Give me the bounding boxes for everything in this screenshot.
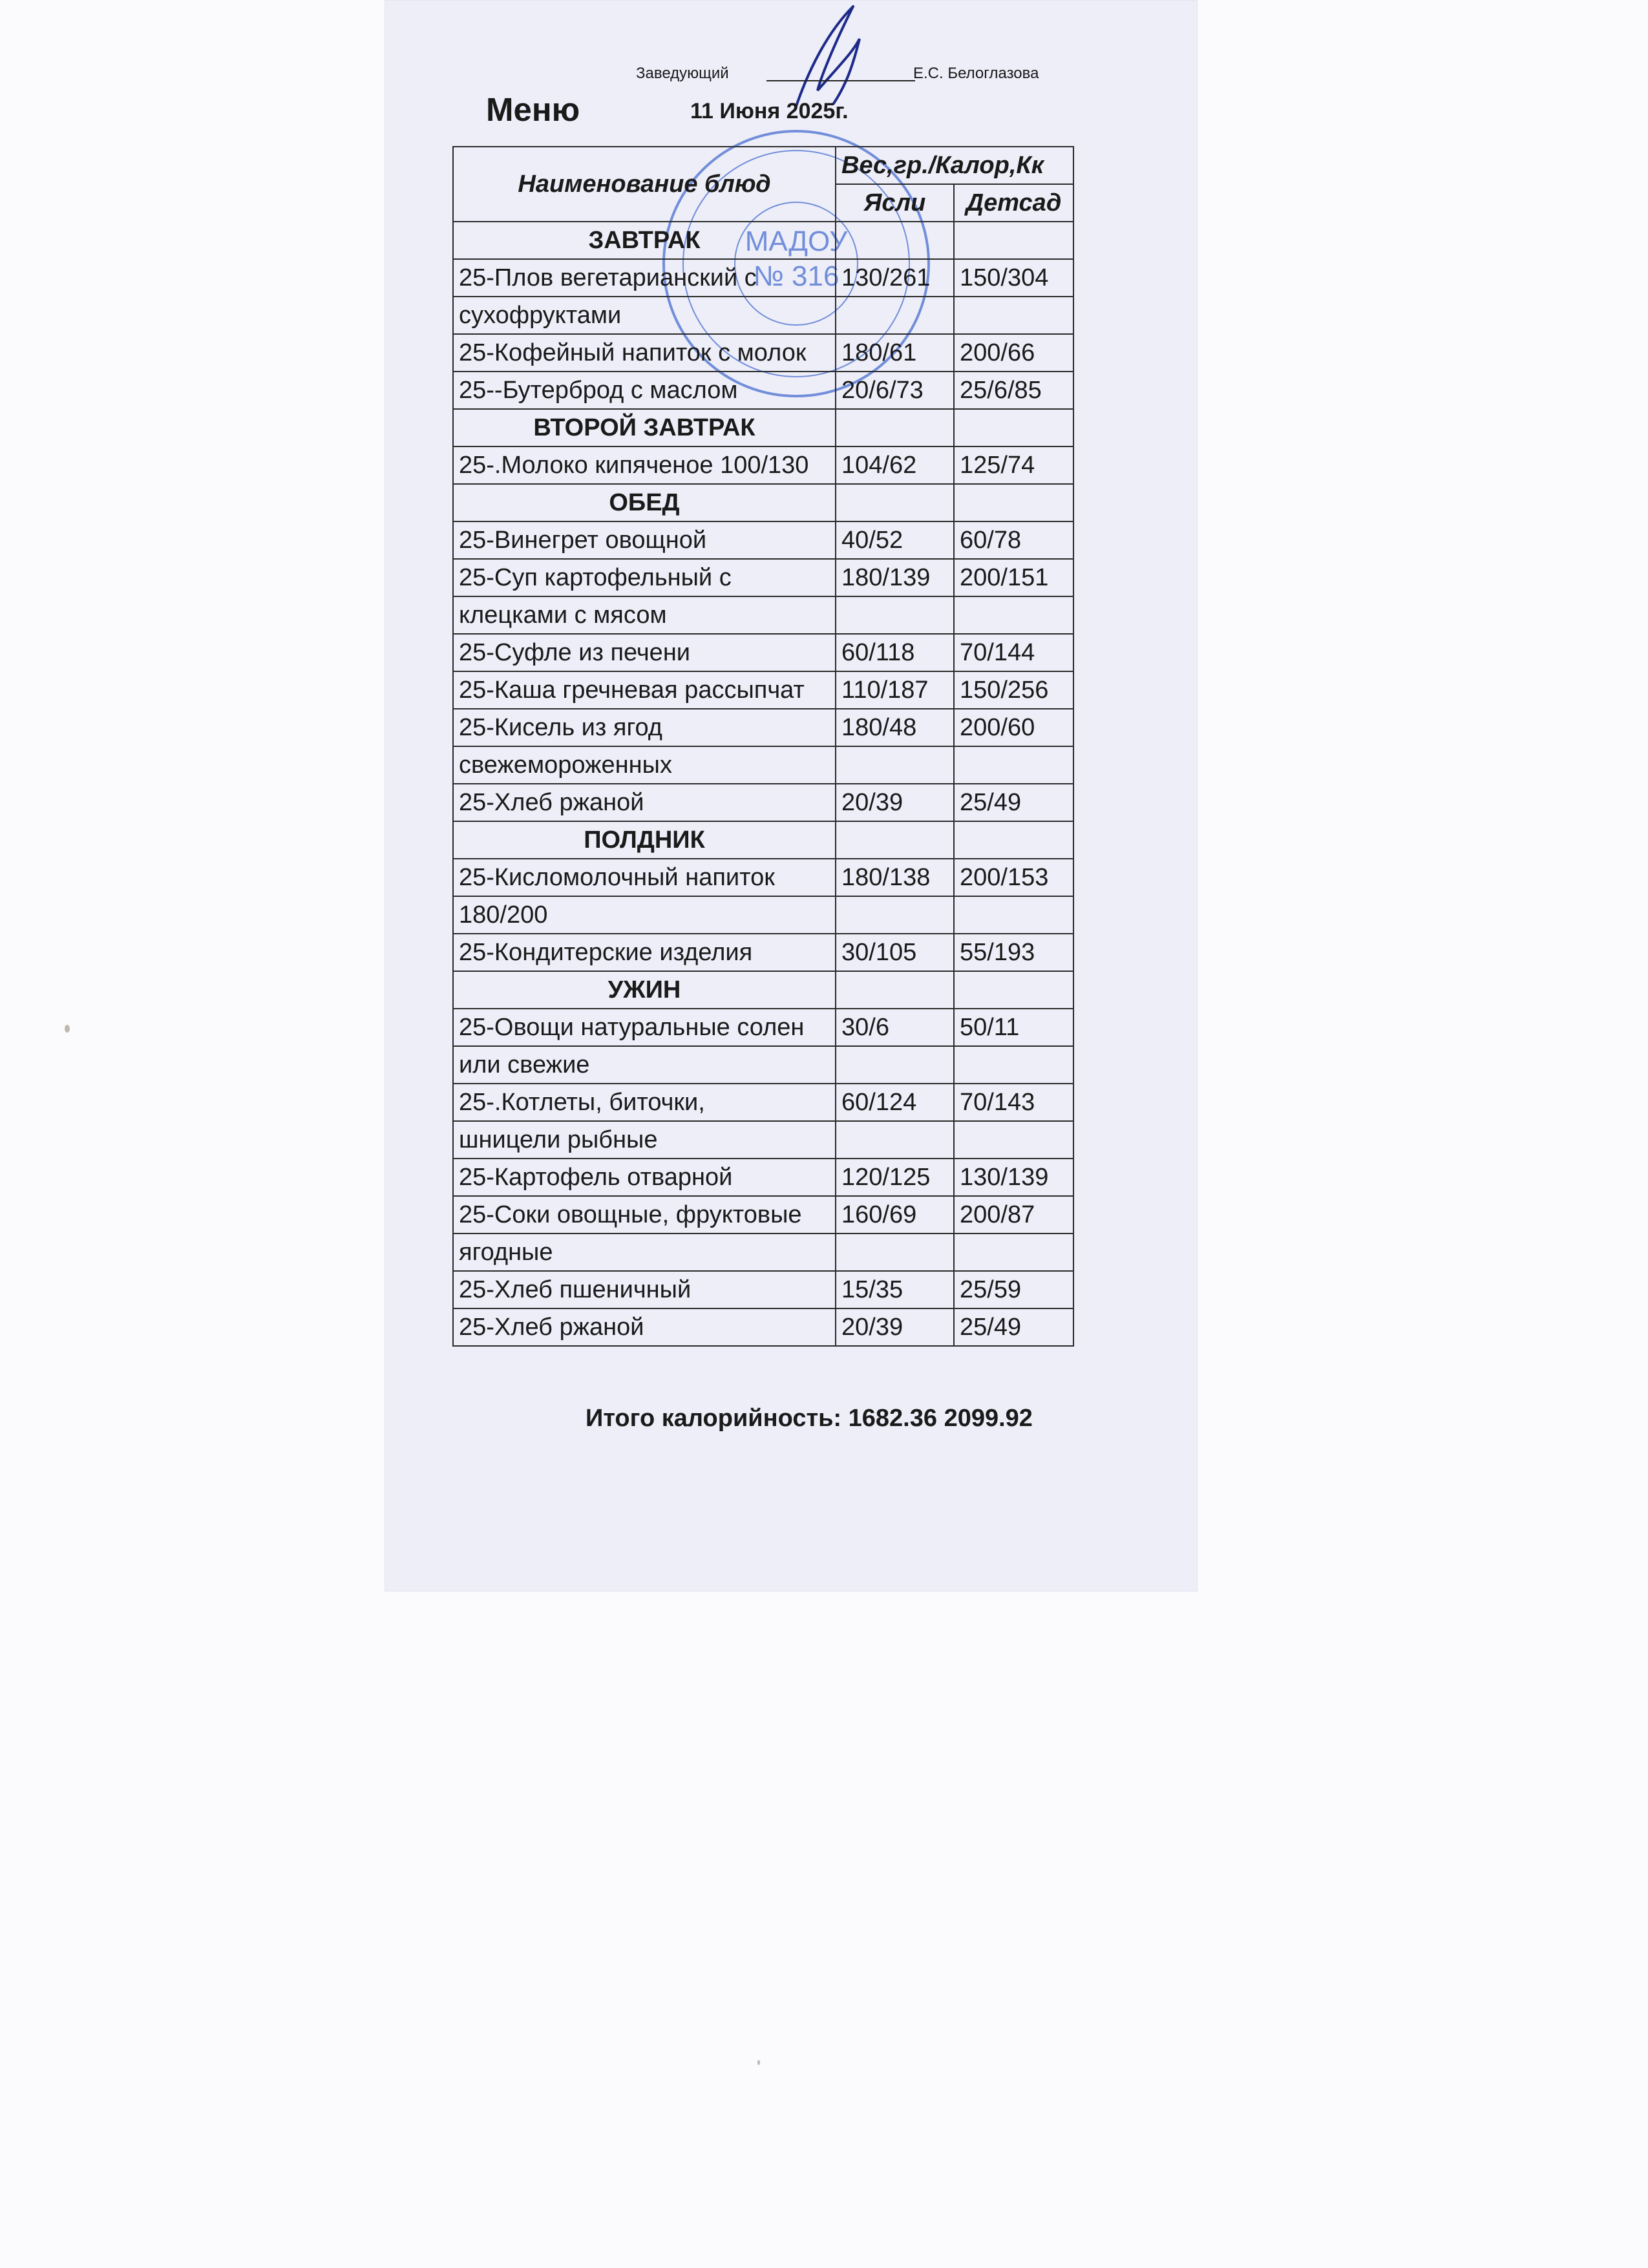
table-row <box>453 1271 1073 1308</box>
table-row <box>453 1084 1073 1121</box>
section-row <box>453 409 1073 446</box>
table-row <box>453 934 1073 971</box>
dish-name: 25-Каша гречневая рассыпчат <box>453 671 836 709</box>
detsad-value: 25/59 <box>954 1271 1073 1308</box>
detsad-value: 50/11 <box>954 1009 1073 1046</box>
dish-name: или свежие <box>453 1046 836 1084</box>
dish-name: 25-Хлеб ржаной <box>453 784 836 821</box>
table-row <box>453 596 1073 634</box>
yasli-value <box>836 746 954 784</box>
dish-name: 25-Кондитерские изделия <box>453 934 836 971</box>
section-row <box>453 484 1073 521</box>
detsad-value <box>954 1046 1073 1084</box>
detsad-value: 25/49 <box>954 784 1073 821</box>
yasli-value: 180/139 <box>836 559 954 596</box>
yasli-value: 60/124 <box>836 1084 954 1121</box>
yasli-value <box>836 297 954 334</box>
yasli-value <box>836 1121 954 1159</box>
table-row <box>453 1009 1073 1046</box>
dish-name: сухофруктами <box>453 297 836 334</box>
detsad-value: 200/153 <box>954 859 1073 896</box>
table-row <box>453 372 1073 409</box>
yasli-value <box>836 896 954 934</box>
table-row <box>453 259 1073 297</box>
table-row <box>453 896 1073 934</box>
dish-name: 25-Кофейный напиток с молок <box>453 334 836 372</box>
approval-name: Е.С. Белоглазова <box>913 65 1039 82</box>
dish-name: 25-Кисель из ягод <box>453 709 836 746</box>
stamp-line-1: МАДОУ <box>745 226 848 257</box>
header-row <box>453 147 1073 184</box>
detsad-value <box>954 596 1073 634</box>
table-row <box>453 446 1073 484</box>
yasli-value <box>836 409 954 446</box>
scan-speck <box>757 2060 760 2065</box>
table-row <box>453 784 1073 821</box>
yasli-value: 40/52 <box>836 521 954 559</box>
table-row <box>453 746 1073 784</box>
detsad-value: 60/78 <box>954 521 1073 559</box>
detsad-value <box>954 1121 1073 1159</box>
dish-name: 25-Плов вегетарианский с <box>453 259 836 297</box>
detsad-value <box>954 1234 1073 1271</box>
dish-name: 25-Соки овощные, фруктовые <box>453 1196 836 1234</box>
section-title: УЖИН <box>453 971 836 1009</box>
dish-name: свежемороженных <box>453 746 836 784</box>
yasli-value <box>836 971 954 1009</box>
menu-table <box>452 146 1074 1347</box>
table-row <box>453 521 1073 559</box>
detsad-value: 25/49 <box>954 1308 1073 1346</box>
dish-name: 25--Бутерброд с маслом <box>453 372 836 409</box>
stamp-line-2: № 316 <box>753 260 840 292</box>
table-row <box>453 1121 1073 1159</box>
detsad-value: 55/193 <box>954 934 1073 971</box>
yasli-value: 15/35 <box>836 1271 954 1308</box>
detsad-value: 25/6/85 <box>954 372 1073 409</box>
detsad-value: 200/60 <box>954 709 1073 746</box>
table-row <box>453 634 1073 671</box>
detsad-value <box>954 821 1073 859</box>
table-row <box>453 559 1073 596</box>
yasli-value: 30/105 <box>836 934 954 971</box>
dish-name: 25-Винегрет овощной <box>453 521 836 559</box>
detsad-value: 200/66 <box>954 334 1073 372</box>
table-row <box>453 1046 1073 1084</box>
table-row <box>453 709 1073 746</box>
table-row <box>453 1234 1073 1271</box>
yasli-value: 180/138 <box>836 859 954 896</box>
detsad-value <box>954 222 1073 259</box>
yasli-value: 20/39 <box>836 1308 954 1346</box>
table-row <box>453 1196 1073 1234</box>
header-dish-name: Наименование блюд <box>453 147 836 222</box>
detsad-value <box>954 896 1073 934</box>
approval-line <box>636 61 1127 87</box>
detsad-value <box>954 971 1073 1009</box>
yasli-value: 130/261 <box>836 259 954 297</box>
detsad-value <box>954 409 1073 446</box>
dish-name: ягодные <box>453 1234 836 1271</box>
dish-name: 25-Суфле из печени <box>453 634 836 671</box>
dish-name: клецками с мясом <box>453 596 836 634</box>
header-yasli: Ясли <box>836 184 954 222</box>
yasli-value <box>836 596 954 634</box>
table-row <box>453 671 1073 709</box>
dish-name: 25-Суп картофельный с <box>453 559 836 596</box>
detsad-value: 200/151 <box>954 559 1073 596</box>
section-row <box>453 821 1073 859</box>
header-weight-calories: Вес,гр./Калор,Кк <box>836 147 1073 184</box>
page-title: Меню <box>486 91 580 128</box>
table-row <box>453 1159 1073 1196</box>
detsad-value: 130/139 <box>954 1159 1073 1196</box>
yasli-value: 110/187 <box>836 671 954 709</box>
section-row <box>453 971 1073 1009</box>
dish-name: 25-.Молоко кипяченое 100/130 <box>453 446 836 484</box>
yasli-value <box>836 222 954 259</box>
detsad-value <box>954 746 1073 784</box>
yasli-value: 60/118 <box>836 634 954 671</box>
table-row <box>453 334 1073 372</box>
yasli-value: 20/39 <box>836 784 954 821</box>
detsad-value <box>954 297 1073 334</box>
detsad-value: 150/256 <box>954 671 1073 709</box>
yasli-value: 180/61 <box>836 334 954 372</box>
signature-line <box>766 80 915 81</box>
section-title: ОБЕД <box>453 484 836 521</box>
table-row <box>453 1308 1073 1346</box>
dish-name: 25-Кисломолочный напиток <box>453 859 836 896</box>
section-title: ПОЛДНИК <box>453 821 836 859</box>
scan-speck <box>65 1025 70 1033</box>
yasli-value <box>836 484 954 521</box>
yasli-value: 20/6/73 <box>836 372 954 409</box>
detsad-value: 70/143 <box>954 1084 1073 1121</box>
detsad-value: 200/87 <box>954 1196 1073 1234</box>
header-detsad: Детсад <box>954 184 1073 222</box>
detsad-value: 150/304 <box>954 259 1073 297</box>
detsad-value: 125/74 <box>954 446 1073 484</box>
detsad-value: 70/144 <box>954 634 1073 671</box>
total-calories: Итого калорийность: 1682.36 2099.92 <box>586 1405 1033 1432</box>
section-title: ВТОРОЙ ЗАВТРАК <box>453 409 836 446</box>
menu-date: 11 Июня 2025г. <box>690 99 849 123</box>
yasli-value: 30/6 <box>836 1009 954 1046</box>
yasli-value <box>836 1046 954 1084</box>
section-title: ЗАВТРАК <box>453 222 836 259</box>
dish-name: 25-Хлеб пшеничный <box>453 1271 836 1308</box>
yasli-value: 180/48 <box>836 709 954 746</box>
dish-name: 25-Овощи натуральные солен <box>453 1009 836 1046</box>
yasli-value: 160/69 <box>836 1196 954 1234</box>
dish-name: 25-Картофель отварной <box>453 1159 836 1196</box>
table-row <box>453 297 1073 334</box>
dish-name: 180/200 <box>453 896 836 934</box>
table-row <box>453 859 1073 896</box>
dish-name: шницели рыбные <box>453 1121 836 1159</box>
yasli-value: 104/62 <box>836 446 954 484</box>
dish-name: 25-Хлеб ржаной <box>453 1308 836 1346</box>
dish-name: 25-.Котлеты, биточки, <box>453 1084 836 1121</box>
section-row <box>453 222 1073 259</box>
yasli-value <box>836 1234 954 1271</box>
approval-position: Заведующий <box>636 65 729 82</box>
yasli-value: 120/125 <box>836 1159 954 1196</box>
detsad-value <box>954 484 1073 521</box>
yasli-value <box>836 821 954 859</box>
